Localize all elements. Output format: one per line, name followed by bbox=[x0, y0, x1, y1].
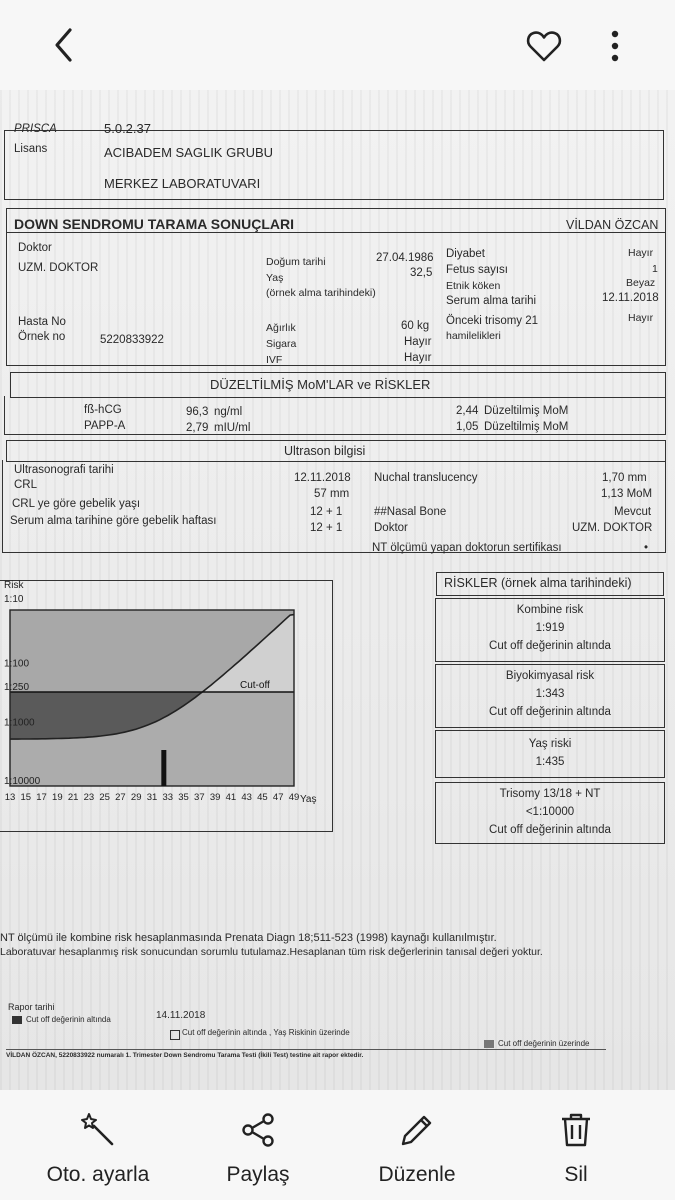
edit-button[interactable] bbox=[366, 1090, 468, 1200]
magic-wand-icon bbox=[80, 1090, 116, 1153]
y-tick-label: 1:250 bbox=[4, 682, 30, 694]
sertifika-value: • bbox=[644, 542, 649, 554]
crl-gebelik-label: CRL ye göre gebelik yaşı bbox=[12, 498, 141, 510]
footer-line2: Laboratuvar hesaplanmış risk sonucundan sorumlu tutulamaz.Hesaplanan tüm risk değerlerinin tanısal değeri yoktur. bbox=[0, 946, 543, 958]
x-tick-label: 15 bbox=[20, 792, 32, 803]
risk-value: 1:343 bbox=[535, 688, 565, 700]
arrow-left-icon[interactable] bbox=[44, 22, 84, 68]
serum-value: 12.11.2018 bbox=[602, 292, 659, 304]
doktor-value: UZM. DOKTOR bbox=[18, 262, 99, 274]
footer-line1: NT ölçümü ile kombine risk hesaplanmasında Prenata Diagn 18;511-523 (1998) kaynağı kullanılmıştır. bbox=[0, 932, 497, 944]
etnik-value: Beyaz bbox=[626, 277, 656, 289]
x-tick-label: 41 bbox=[225, 792, 237, 803]
risk-note: Cut off değerinin altında bbox=[489, 640, 611, 652]
risk-box-biyokimyasal bbox=[435, 664, 665, 728]
x-tick-label: 45 bbox=[257, 792, 268, 803]
yas-note: (örnek alma tarihindeki) bbox=[266, 287, 376, 299]
mom-title: DÜZELTİLMİŞ MoM'LAR ve RİSKLER bbox=[210, 377, 431, 392]
legend-swatch-3 bbox=[484, 1040, 494, 1048]
delete-button[interactable] bbox=[540, 1090, 612, 1200]
risk-box-yas bbox=[435, 730, 665, 778]
nt-value: 1,70 mm bbox=[602, 472, 647, 484]
x-tick-label: 39 bbox=[209, 792, 221, 803]
trisomy-label-2: hamilelikleri bbox=[446, 330, 501, 342]
bottom-action-bar bbox=[0, 1090, 675, 1200]
fetus-label: Fetus sayısı bbox=[446, 264, 508, 276]
y-tick-label: 1:100 bbox=[4, 658, 30, 670]
us-doktor-value: UZM. DOKTOR bbox=[572, 522, 653, 534]
agirlik-label: Ağırlık bbox=[266, 322, 296, 334]
rapor-value: 14.11.2018 bbox=[156, 1010, 206, 1021]
delete-label: Sil bbox=[564, 1163, 588, 1186]
legend-text-3: Cut off değerinin üzerinde bbox=[498, 1039, 590, 1048]
legend-swatch-1 bbox=[12, 1016, 22, 1024]
risk-box-trisomy bbox=[435, 782, 665, 844]
share-label: Paylaş bbox=[226, 1163, 290, 1186]
dogum-label: Doğum tarihi bbox=[266, 256, 326, 268]
risk-note: Cut off değerinin altında bbox=[489, 706, 611, 718]
mom-label-1: Düzeltilmiş MoM bbox=[484, 405, 569, 417]
nt-label: Nuchal translucency bbox=[374, 472, 478, 484]
mom-mom-2: 1,05 bbox=[456, 421, 479, 433]
software-version: 5.0.2.37 bbox=[104, 121, 151, 136]
x-tick-label: 17 bbox=[36, 792, 47, 803]
mom-label-2: Düzeltilmiş MoM bbox=[484, 421, 569, 433]
risk-note: Cut off değerinin altında bbox=[489, 824, 611, 836]
top-app-bar bbox=[0, 0, 675, 90]
x-tick-label: 25 bbox=[99, 792, 110, 803]
risk-value: <1:10000 bbox=[525, 806, 575, 818]
ornek-no-value: 5220833922 bbox=[100, 334, 164, 346]
x-tick-label: 23 bbox=[83, 792, 95, 803]
ivf-label: IVF bbox=[266, 354, 283, 366]
ornek-no-label: Örnek no bbox=[18, 331, 66, 343]
x-tick-label: 13 bbox=[4, 792, 16, 803]
share-button[interactable] bbox=[208, 1090, 308, 1200]
hasta-no-label: Hasta No bbox=[18, 316, 66, 328]
risk-title: Trisomy 13/18 + NT bbox=[499, 788, 601, 800]
mom-name-2: PAPP-A bbox=[84, 420, 126, 432]
risk-value: 1:919 bbox=[535, 622, 565, 634]
x-tick-label: 19 bbox=[52, 792, 63, 803]
serum-gebelik-value: 12 + 1 bbox=[310, 522, 343, 534]
fetus-value: 1 bbox=[652, 263, 658, 275]
diyabet-value: Hayır bbox=[628, 247, 654, 259]
software-name: PRISCA bbox=[14, 123, 57, 135]
us-title: Ultrason bilgisi bbox=[284, 444, 366, 458]
heart-icon[interactable] bbox=[522, 24, 566, 68]
risk-value: 1:435 bbox=[535, 756, 565, 768]
pencil-icon bbox=[399, 1090, 435, 1153]
risks-title: RİSKLER (örnek alma tarihindeki) bbox=[444, 576, 632, 590]
x-axis-label: Yaş bbox=[300, 794, 317, 805]
trisomy-label: Önceki trisomy 21 bbox=[446, 315, 539, 327]
sertifika-label: NT ölçümü yapan doktorun sertifikası bbox=[372, 542, 562, 554]
x-tick-label: 35 bbox=[178, 792, 189, 803]
auto-adjust-label: Oto. ayarla bbox=[46, 1163, 150, 1186]
risk-box-kombine bbox=[435, 598, 665, 662]
us-tarih-label: Ultrasonografi tarihi bbox=[14, 464, 114, 476]
yas-value: 32,5 bbox=[410, 267, 433, 279]
y-tick-label: 1:1000 bbox=[4, 717, 35, 729]
crl-value: 57 mm bbox=[314, 488, 350, 500]
etnik-label: Etnik köken bbox=[446, 280, 501, 292]
risk-title: Yaş riski bbox=[528, 738, 572, 750]
document-photo bbox=[0, 90, 675, 1090]
crl-gebelik-value: 12 + 1 bbox=[310, 506, 343, 518]
sigara-label: Sigara bbox=[266, 338, 297, 350]
sigara-value: Hayır bbox=[404, 336, 432, 348]
us-doktor-label: Doktor bbox=[374, 522, 408, 534]
ivf-value: Hayır bbox=[404, 352, 432, 364]
mom-name-1: fß-hCG bbox=[84, 404, 122, 416]
mom-unit-1: ng/ml bbox=[214, 406, 243, 418]
share-icon bbox=[240, 1090, 276, 1153]
y-tick-label: 1:10 bbox=[4, 594, 24, 605]
agirlik-value: 60 kg bbox=[401, 320, 430, 332]
patient-name: VİLDAN ÖZCAN bbox=[566, 218, 659, 232]
header-box bbox=[4, 130, 664, 200]
nasal-value: Mevcut bbox=[614, 506, 652, 518]
y-tick-label: 1:10000 bbox=[4, 776, 41, 787]
x-tick-label: 37 bbox=[194, 792, 205, 803]
x-tick-label: 27 bbox=[115, 792, 126, 803]
legend-swatch-2 bbox=[170, 1030, 180, 1040]
x-tick-label: 33 bbox=[162, 792, 174, 803]
x-tick-label: 47 bbox=[272, 792, 284, 803]
y-axis-label: Risk bbox=[4, 580, 24, 591]
mom-value-2: 2,79 bbox=[186, 422, 209, 434]
x-tick-label: 49 bbox=[288, 792, 300, 803]
x-tick-label: 43 bbox=[241, 792, 252, 803]
serum-label: Serum alma tarihi bbox=[446, 295, 537, 307]
nasal-label: ##Nasal Bone bbox=[374, 506, 447, 518]
auto-adjust-button[interactable] bbox=[40, 1090, 156, 1200]
dogum-value: 27.04.1986 bbox=[376, 252, 434, 264]
x-tick-label: 31 bbox=[146, 792, 158, 803]
mom-mom-1: 2,44 bbox=[456, 405, 479, 417]
crl-label: CRL bbox=[14, 479, 38, 491]
risk-title: Kombine risk bbox=[516, 604, 584, 616]
org-line2: MERKEZ LABORATUVARI bbox=[104, 176, 261, 191]
bottom-line: VİLDAN ÖZCAN, 5220833922 numaralı 1. Trimester Down Sendromu Tarama Testi (İkili Test) testine ait rapor ektedir. bbox=[6, 1052, 364, 1059]
risk-title: Biyokimyasal risk bbox=[505, 670, 595, 682]
patient-marker bbox=[161, 750, 166, 786]
mom-value-1: 96,3 bbox=[186, 406, 209, 418]
trash-icon bbox=[558, 1090, 594, 1153]
doktor-label: Doktor bbox=[18, 242, 52, 254]
us-tarih-value: 12.11.2018 bbox=[294, 472, 351, 484]
legend-text-2: Cut off değerinin altında , Yaş Riskinin üzerinde bbox=[182, 1028, 350, 1037]
org-line1: ACIBADEM SAGLIK GRUBU bbox=[104, 145, 274, 160]
lisans-label: Lisans bbox=[14, 143, 48, 155]
mom-unit-2: mIU/ml bbox=[214, 422, 251, 434]
report-paper bbox=[0, 90, 675, 1090]
x-tick-label: 21 bbox=[67, 792, 79, 803]
legend-text-1: Cut off değerinin altında bbox=[26, 1015, 111, 1024]
trisomy-value: Hayır bbox=[628, 312, 654, 324]
rapor-label: Rapor tarihi bbox=[8, 1002, 55, 1012]
yas-label: Yaş bbox=[266, 272, 284, 284]
x-tick-label: 29 bbox=[130, 792, 142, 803]
risk-chart-svg bbox=[0, 580, 332, 830]
cutoff-label: Cut-off bbox=[240, 680, 270, 692]
more-vertical-icon[interactable] bbox=[600, 24, 630, 68]
nt-mom: 1,13 MoM bbox=[601, 488, 653, 500]
edit-label: Düzenle bbox=[378, 1163, 456, 1186]
serum-gebelik-label: Serum alma tarihine göre gebelik haftası bbox=[10, 515, 217, 527]
report-title: DOWN SENDROMU TARAMA SONUÇLARI bbox=[14, 216, 294, 232]
diyabet-label: Diyabet bbox=[446, 248, 485, 260]
